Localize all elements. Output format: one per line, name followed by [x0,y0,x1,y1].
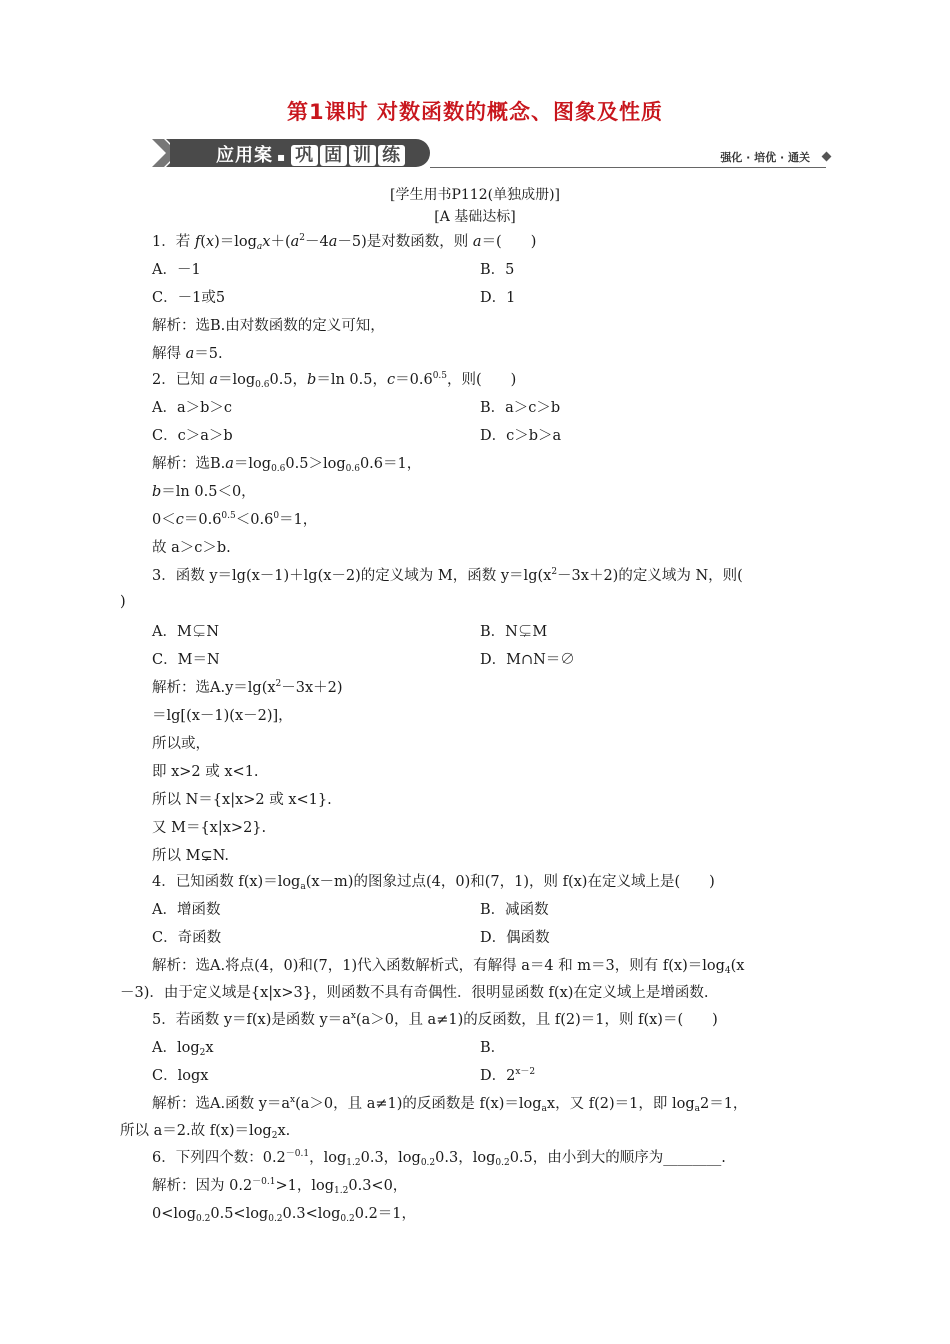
question-3-solution-line: 所以或， [152,736,210,752]
question-4-solution: 解析：选A.将点(4，0)和(7，1)代入函数解析式，有解得 a＝4 和 m＝3，则有 $f(x)=\log_4(x$ [152,958,745,976]
question-2-solution-line: $0<c=0.6^{0.5}<0.6^0=1$， [152,511,318,528]
question-3-solution-line: 所以 N＝{x|x>2 或 x<1}. [152,792,332,808]
question-2-solution-line: 故 a＞c＞b. [152,540,231,556]
question-1-option-d: D．1 [480,290,516,306]
section-heading: [A 基础达标] [434,209,516,225]
question-3-option-c: C．M＝N [152,652,220,668]
question-1-solution-line: 解得 a＝5. [152,346,223,362]
question-4-option-c: C．奇函数 [152,930,222,946]
question-3-solution-line: 又 M＝{x|x>2}. [152,820,267,836]
question-3-solution-line: 即 x>2 或 x<1. [152,764,259,780]
banner-rule [430,167,826,168]
question-5-option-d: D．$2^{x-2}$ [480,1067,536,1084]
question-5-solution-line: 所以 a＝2.故 $f(x)=\log_2x$. [120,1123,291,1141]
question-2-option-c: C．c＞a＞b [152,428,233,444]
question-3-stem: 3．函数 y＝lg(x－1)＋lg(x－2)的定义域为 M，函数 $y=\lg(x^2-3x+2)$的定义域为 N，则( [152,567,743,584]
question-5-option-a: A．$\log_2x$ [152,1040,214,1058]
question-5-option-b: B． [480,1040,506,1056]
question-2-option-d: D．c＞b＞a [480,428,562,444]
question-3-stem-cont: ) [120,594,126,610]
question-1-option-a: A．－1 [152,262,201,278]
question-5-solution: 解析：选A.函数 $y=a^x(a>0$，且 a≠1)的反函数是 $f(x)=\log_ax$，又 f(2)＝1，即 $\log_a2=1$， [152,1095,748,1114]
book-reference: [学生用书P112(单独成册)] [390,187,560,203]
banner-separator: ▪ [277,150,287,164]
question-1-option-b: B．5 [480,262,515,278]
question-4-option-d: D．偶函数 [480,930,550,946]
question-2-solution: 解析：选$B.a=\log_{0.6}0.5>\log_{0.6}0.6=1$， [152,456,422,474]
banner-tagline: 强化 · 培优 · 通关 [720,151,810,164]
question-3-solution-line: ＝lg[(x－1)(x－2)]， [152,708,293,724]
question-4-stem: 4．已知函数 $f(x)=\log_a(x-m)$的图象过点(4，0)和(7，1)，则 f(x)在定义域上是( ) [152,874,715,892]
question-6-solution-line: $0<\log_{0.2}0.5<\log_{0.2}0.3<\log_{0.2}0.2=1$， [152,1206,417,1224]
question-6-solution: 解析：因为 $0.2^{-0.1}>1$，$\log_{1.2}0.3<0$， [152,1177,408,1196]
question-5-option-c: C．logx [152,1068,209,1084]
question-3-option-a: A．M⊊N [152,624,220,640]
question-3-solution: 解析：选$A.y=\lg(x^2-3x+2)$ [152,679,343,696]
question-2-option-a: A．a＞b＞c [152,400,233,416]
question-1-solution: 解析：选B.由对数函数的定义可知， [152,318,385,334]
question-6-stem: 6．下列四个数：$0.2^{-0.1}$，$\log_{1.2}0.3$，$\log_{0.2}0.3$，$\log_{0.2}0.5$，由小到大的顺序为________. [152,1149,726,1168]
question-4-option-b: B．减函数 [480,902,549,918]
section-banner [150,137,830,169]
page-title: 第1课时 对数函数的概念、图象及性质 [287,100,663,124]
banner-box-char: 巩 [291,145,318,166]
banner-label [216,141,406,167]
question-4-solution-line: －3)．由于定义域是{x|x>3}，则函数不具有奇偶性．很明显函数 f(x)在定义域上是增函数. [120,985,709,1001]
question-1-stem: 1．若 $f(x)=\log_ax+(a^2-4a-5)$是对数函数，则 a＝( ) [152,233,537,252]
question-1-option-c: C．－1或5 [152,290,226,306]
question-4-option-a: A．增函数 [152,902,221,918]
banner-box-char: 练 [378,145,405,166]
question-3-solution-line: 所以 M⊊N. [152,848,229,864]
question-3-option-b: B．N⊊M [480,624,548,640]
question-3-option-d: D．M∩N＝∅ [480,652,575,668]
question-2-option-b: B．a＞c＞b [480,400,561,416]
question-2-solution-line: b＝ln 0.5＜0， [152,484,256,500]
banner-box-char: 训 [349,145,376,166]
banner-left-label: 应用案 [216,145,273,166]
banner-box-char: 固 [320,145,347,166]
question-2-stem: 2．已知 $a=\log_{0.6}0.5$，b＝ln 0.5，$c=0.6^{0.5}$，则( ) [152,371,517,390]
question-5-stem: 5．若函数 y＝f(x)是函数 $y=a^x(a>0$，且 a≠1)的反函数，且 f(2)＝1，则 f(x)＝( ) [152,1011,718,1028]
diamond-icon [822,152,832,162]
